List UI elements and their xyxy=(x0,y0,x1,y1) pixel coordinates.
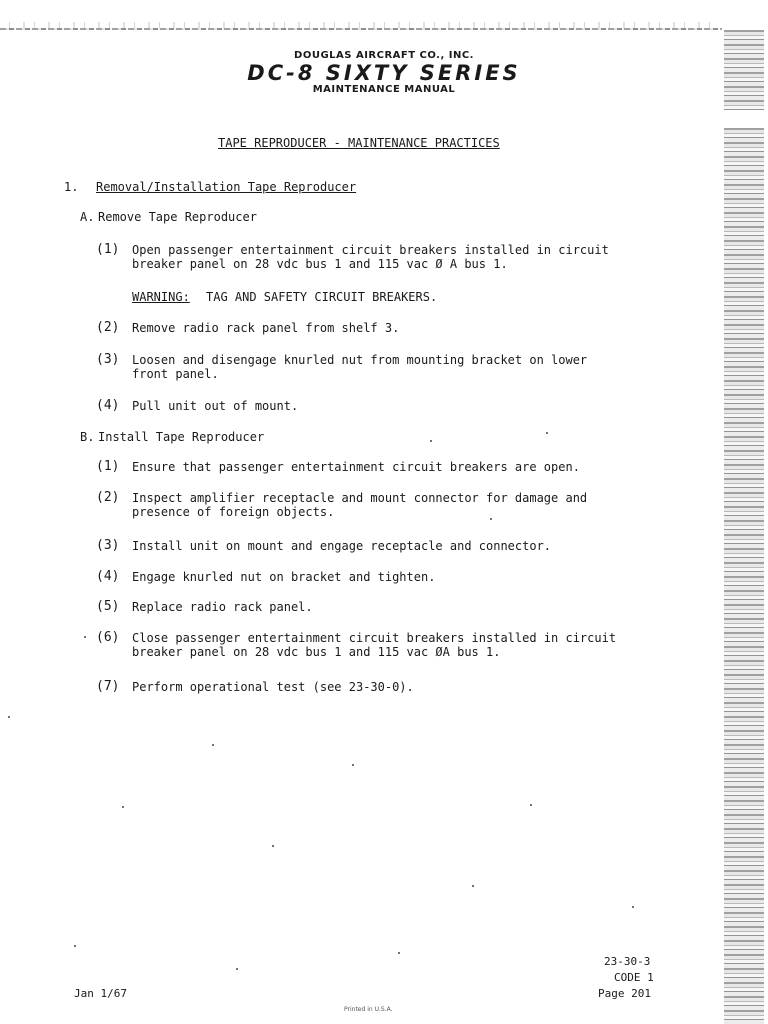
revision-date: Jan 1/67 xyxy=(74,987,127,1000)
subsection-a-heading: Remove Tape Reproducer xyxy=(98,210,257,224)
step-b7-number: (7) xyxy=(96,679,120,694)
step-b5-line1: Replace radio rack panel. xyxy=(132,600,313,614)
scan-speck xyxy=(632,906,634,908)
scan-top-edge xyxy=(0,28,722,30)
scan-speck xyxy=(212,744,214,746)
scan-speck xyxy=(84,636,86,638)
scan-speck xyxy=(122,806,124,808)
step-b3-number: (3) xyxy=(96,538,120,553)
step-b6-line2: breaker panel on 28 vdc bus 1 and 115 vac ØA bus 1. xyxy=(132,645,501,659)
page-number: Page 201 xyxy=(598,987,651,1000)
step-b7-line1: Perform operational test (see 23-30-0). xyxy=(132,680,414,694)
warning-text: TAG AND SAFETY CIRCUIT BREAKERS. xyxy=(206,290,438,304)
step-b4-number: (4) xyxy=(96,569,120,584)
subsection-a-label: A. xyxy=(80,210,95,224)
chapter-number: 23-30-3 xyxy=(604,955,651,968)
step-a1-number: (1) xyxy=(96,242,120,257)
manual-header xyxy=(0,50,768,95)
step-a4-number: (4) xyxy=(96,398,120,413)
scan-speck xyxy=(8,716,10,718)
scan-speck xyxy=(236,968,238,970)
step-a2-line1: Remove radio rack panel from shelf 3. xyxy=(132,321,400,335)
step-a1-line2: breaker panel on 28 vdc bus 1 and 115 vac Ø A bus 1. xyxy=(132,257,508,271)
manual-type: MAINTENANCE MANUAL xyxy=(312,84,456,95)
step-b4-line1: Engage knurled nut on bracket and tighten. xyxy=(132,570,436,584)
step-b5-number: (5) xyxy=(96,599,120,614)
step-a2-number: (2) xyxy=(96,320,120,335)
step-a3-number: (3) xyxy=(96,352,120,367)
step-b3-line1: Install unit on mount and engage receptacle and connector. xyxy=(132,539,552,553)
step-a3-line2: front panel. xyxy=(132,367,219,381)
subsection-b-heading: Install Tape Reproducer xyxy=(98,430,265,444)
scan-speck xyxy=(272,845,274,847)
step-b1-number: (1) xyxy=(96,459,120,474)
step-a4-line1: Pull unit out of mount. xyxy=(132,399,299,413)
scan-speck xyxy=(472,885,474,887)
scan-speck xyxy=(430,440,432,442)
step-b6-line1: Close passenger entertainment circuit breakers installed in circuit xyxy=(132,631,617,645)
scan-speck xyxy=(546,432,548,434)
step-a1-line1: Open passenger entertainment circuit breakers installed in circuit xyxy=(132,243,609,257)
effectivity-code: CODE 1 xyxy=(614,971,654,984)
series-title: DC-8 SIXTY SERIES xyxy=(247,61,521,85)
page-title: TAPE REPRODUCER - MAINTENANCE PRACTICES xyxy=(218,136,500,150)
step-b2-line1: Inspect amplifier receptacle and mount connector for damage and xyxy=(132,491,588,505)
step-b2-number: (2) xyxy=(96,490,120,505)
scan-right-edge-lower xyxy=(724,128,764,1024)
step-a3-line1: Loosen and disengage knurled nut from mounting bracket on lower xyxy=(132,353,588,367)
step-b2-line2: presence of foreign objects. xyxy=(132,505,335,519)
subsection-b-label: B. xyxy=(80,430,95,444)
company-name: DOUGLAS AIRCRAFT CO., INC. xyxy=(294,50,474,61)
scan-speck xyxy=(490,518,492,520)
section-number: 1. xyxy=(64,180,79,194)
section-heading: Removal/Installation Tape Reproducer xyxy=(96,180,357,194)
warning-label: WARNING: xyxy=(132,290,190,304)
scan-speck xyxy=(74,945,76,947)
scan-speck xyxy=(530,804,532,806)
scan-speck xyxy=(398,952,400,954)
printed-notice: Printed in U.S.A. xyxy=(344,1006,393,1013)
step-b1-line1: Ensure that passenger entertainment circuit breakers are open. xyxy=(132,460,580,474)
scan-speck xyxy=(352,764,354,766)
step-b6-number: (6) xyxy=(96,630,120,645)
